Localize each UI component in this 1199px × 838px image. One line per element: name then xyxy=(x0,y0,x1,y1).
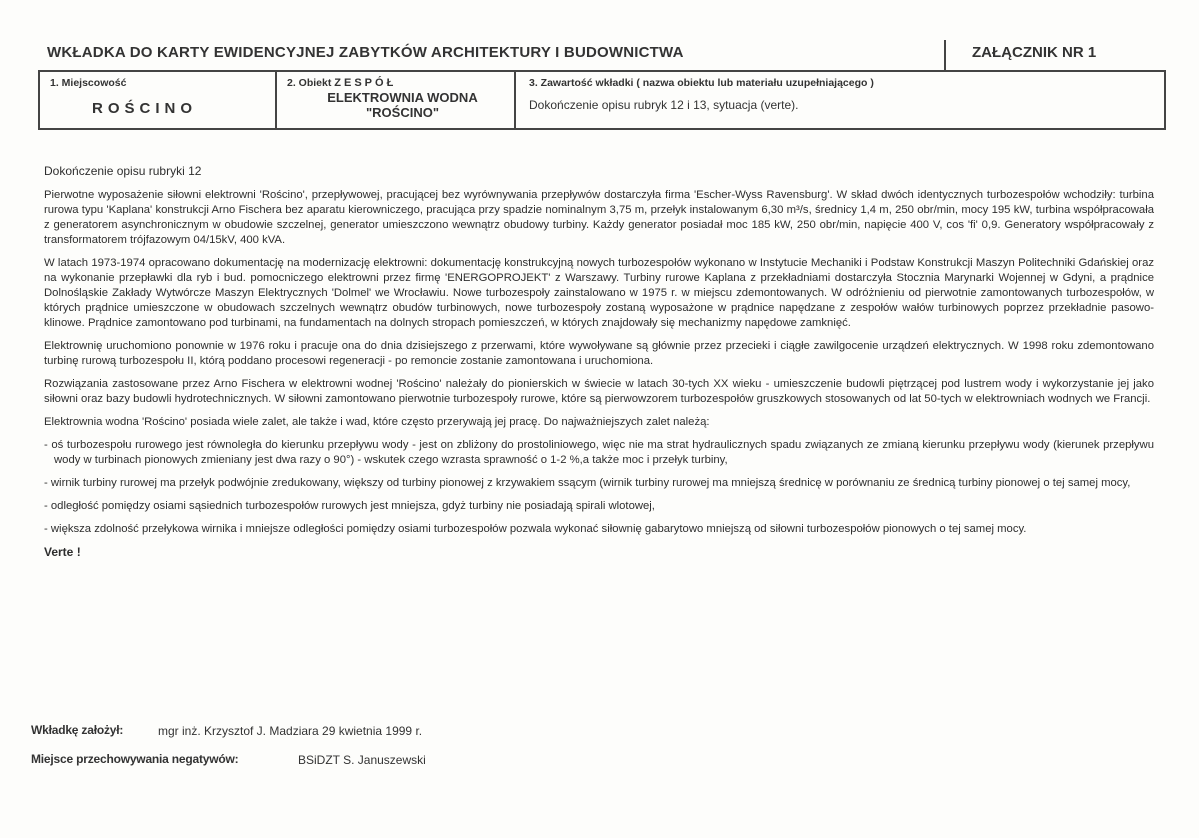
place-label: 1. Miejscowość xyxy=(50,77,127,89)
advantage-item-4: - większa zdolność przełykowa wirnika i mniejsze odległości pomiędzy osiami turbozespołów pozwala wykonać siłownię gabarytowo mniejszą od siłowni turbozespołów pionowych o tej samej mocy. xyxy=(44,523,1027,535)
fields-left-border xyxy=(38,70,40,130)
author-value: mgr inż. Krzysztof J. Madziara 29 kwietnia 1999 r. xyxy=(158,724,423,738)
description-body xyxy=(44,164,1154,568)
object-name-line1: ELEKTROWNIA WODNA xyxy=(327,90,478,105)
verte-note: Verte ! xyxy=(44,545,81,559)
section-heading: Dokończenie opisu rubryki 12 xyxy=(44,164,202,178)
fields-bottom-rule xyxy=(38,128,1166,130)
paragraph-3: Elektrownię uruchomiono ponownie w 1976 roku i pracuje ona do dnia dzisiejszego z przerwami, które wywoływane są głównie przez przecieki i ciągłe zawilgocenie urządzeń elektrycznych. W 1998 roku zdemontowano turbinę rurową turbozespołu II, którą poddano procesowi regeneracji - po remoncie zostanie zamontowana i uruchomiona. xyxy=(44,340,1154,367)
paragraph-5: Elektrownia wodna 'Rościno' posiada wiele zalet, ale także i wad, które często przerywają jej pracę. Do najważniejszych zalet należą: xyxy=(44,416,710,428)
object-label-group xyxy=(287,77,396,89)
content-value: Dokończenie opisu rubryk 12 i 13, sytuacja (verte). xyxy=(529,98,799,112)
paragraph-4: Rozwiązania zastosowane przez Arno Fischera w elektrowni wodnej 'Rościno' należały do pionierskich w świecie w latach 30-tych XX wieku - umieszczenie budowli piętrzącej pod lustrem wody i wykorzystanie jej jako siłowni oraz bazy budowli hydrotechnicznych. W siłowni zamontowano pierwotnie turbozespoły rurowe, które są pierwowzorem turbozespołów gruszkowych stosowanych od lat 50-tych w elektrowniach wodnych we Francji. xyxy=(44,378,1154,405)
author-label: Wkładkę założył: xyxy=(31,723,124,737)
paragraph-2: W latach 1973-1974 opracowano dokumentację na modernizację elektrowni: dokumentację konstrukcyjną nowych turbozespołów wykonano w Instytucie Mechaniki i Podstaw Konstrukcji Maszyn Politechniki Gdańskiej oraz na wykonanie przepławki dla ryb i bud. pomocniczego elektrowni przez firmę 'ENERGOPROJEKT' z Warszawy. Turbiny rurowe Kaplana z przekładniami dostarczyła Stocznia Marynarki Wojennej w Gdyni, a prądnice Dolnośląskie Zakłady Wytwórcze Maszyn Elektrycznych 'Dolmel' we Wrocławiu. Nowe turbozespoły zainstalowano w 1975 r. w miejscu zdemontowanych. W odróżnieniu od pierwotnie zamontowanych turbozespołów, w których prądnice umieszczone w obudowach szczelnych wewnątrz obudów turbinowych, nowe turbozespoły zostaną wyposażone w prądnice napędzane z zespołów wałów turbinowych poprzez przekładnie pasowo-klinowe. Prądnice zamontowano pod turbinami, na fundamentach na dolnych stropach pomieszczeń, w których znajdowały się mechanizmy napędowe zamknięć. xyxy=(44,257,1154,329)
storage-value: BSiDZT S. Januszewski xyxy=(298,753,426,767)
object-name xyxy=(290,90,515,120)
fields-divider-1 xyxy=(275,70,277,130)
storage-row xyxy=(31,752,238,766)
advantage-item-1: - oś turbozespołu rurowego jest równoległa do kierunku przepływu wody - jest on zbliżony do prostoliniowego, więc nie ma strat hydraulicznych spadu związanych ze zmianą kierunku przepływu wody (kierunek przepływu wody w turbinach pionowych zmieniany jest dwa razy o 90°) - wskutek czego wzrasta sprawność o 1-2 %,a także moc i przełyk turbiny, xyxy=(44,439,1154,466)
object-name-line2: "ROŚCINO" xyxy=(366,105,439,120)
object-label: 2. Obiekt xyxy=(287,77,332,89)
annex-number: ZAŁĄCZNIK NR 1 xyxy=(972,44,1097,61)
author-row xyxy=(31,723,123,737)
object-type: ZESPÓŁ xyxy=(334,77,397,89)
header-divider xyxy=(944,40,946,70)
advantage-item-3: - odległość pomiędzy osiami sąsiednich turbozespołów rurowych jest mniejsza, gdyż turbiny nie posiadają spirali wlotowej, xyxy=(44,500,655,512)
sheet-title: WKŁADKA DO KARTY EWIDENCYJNEJ ZABYTKÓW ARCHITEKTURY I BUDOWNICTWA xyxy=(47,44,684,61)
paragraph-1: Pierwotne wyposażenie siłowni elektrowni 'Rościno', przepływowej, pracującej bez wyrównywania przepływów dostarczyła firma 'Escher-Wyss Ravensburg'. W skład dwóch identycznych turbozespołów wchodziły: turbina rurowa typu 'Kaplana' konstrukcji Arno Fischera bez aparatu kierowniczego, pracująca przy spadzie nominalnym 3,75 m, przełyk instalowanym 6,30 m³/s, średnicy 1,4 m, 250 obr/min, mocy 195 kW, turbina współpracowała z generatorem asynchronicznym w obudowie szczelnej, generator umieszczono wewnątrz obudowy turbiny. Każdy generator posiadał moc 185 kW, 250 obr/min, napięcie 400 V, cos 'fi' 0,9. Generatory współpracowały z transformatorem trójfazowym 04/15kV, 400 kVA. xyxy=(44,189,1154,246)
place-value: ROŚCINO xyxy=(92,100,198,117)
storage-label: Miejsce przechowywania negatywów: xyxy=(31,752,239,766)
header-rule xyxy=(38,70,1166,72)
advantage-item-2: - wirnik turbiny rurowej ma przełyk podwójnie zredukowany, większy od turbiny pionowej z krzywakiem ssącym (wirnik turbiny rurowej ma mniejszą średnicę w porównaniu ze średnicą turbiny pionowej o tej samej mocy, xyxy=(44,477,1131,489)
content-label: 3. Zawartość wkładki ( nazwa obiektu lub materiału uzupełniającego ) xyxy=(529,77,874,89)
fields-right-border xyxy=(1164,70,1166,130)
